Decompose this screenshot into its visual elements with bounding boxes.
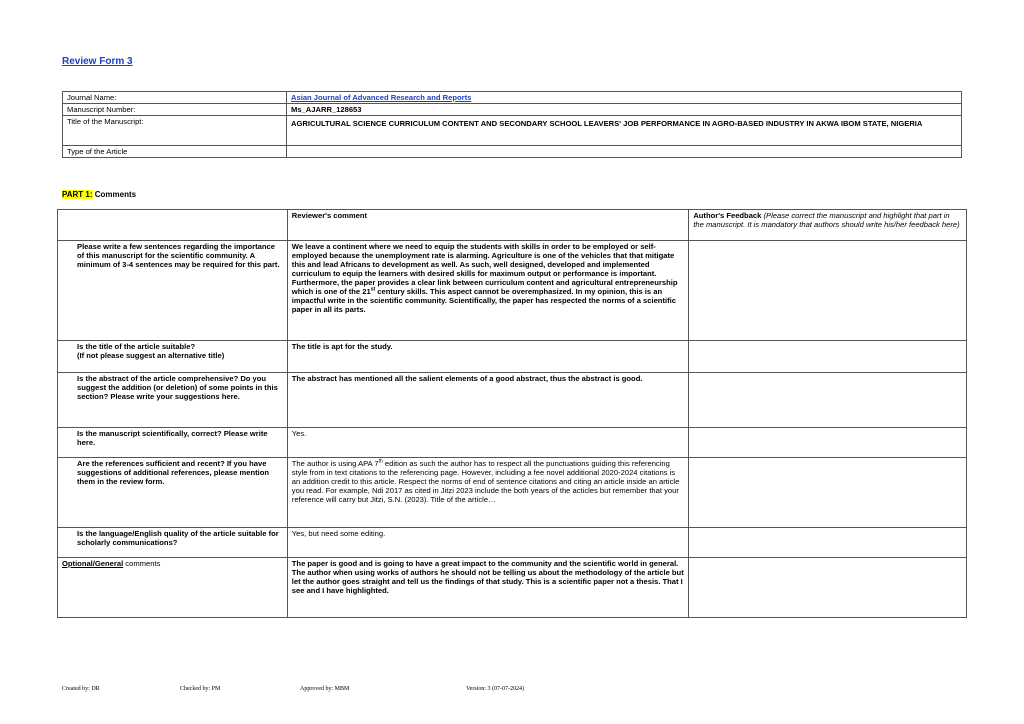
feedback-language[interactable] <box>689 528 967 558</box>
comment-abstract: The abstract has mentioned all the salient elements of a good abstract, thus the abstract is good. <box>287 373 689 428</box>
comment-references <box>287 458 689 528</box>
comment-optional-p1: The paper is good and is going to have a great impact to the community and the scientific world in general. <box>291 559 679 568</box>
question-abstract: Is the abstract of the article comprehensive? Do you suggest the addition (or deletion) of some points in this section? Please write your suggestions here. <box>58 373 288 428</box>
comment-importance-text-cont: century skills. This aspect cannot be overemphasized. In my opinion, this is an impactful write in the scientific community. Scientifically, the paper has respected the norms of a scientific paper in all its parts. <box>291 287 676 314</box>
table-row <box>63 116 962 146</box>
comment-scientific: Yes. <box>287 428 689 458</box>
comment-title: The title is apt for the study. <box>287 341 689 373</box>
superscript-st: st <box>370 286 376 293</box>
question-title <box>58 341 288 373</box>
comment-language: Yes, but need some editing. <box>287 528 689 558</box>
part-label: PART 1: <box>62 190 93 199</box>
table-row <box>58 428 967 458</box>
feedback-scientific[interactable] <box>689 428 967 458</box>
question-optional <box>58 558 288 618</box>
article-type-value <box>287 146 962 158</box>
superscript-th: th <box>378 458 383 465</box>
form-title: Review Form 3 <box>62 56 133 67</box>
comment-optional-p2: The author when using works of authors he should not be telling us about the methodology of the article but let the author goes straight and tell us the findings of that study. This is a scientific paper not a thesis. That I see and I have highlighted. <box>291 568 684 595</box>
journal-name-value <box>287 92 962 104</box>
table-row <box>58 341 967 373</box>
feedback-title[interactable] <box>689 341 967 373</box>
question-title-line1: Is the title of the article suitable? <box>77 342 196 351</box>
feedback-references[interactable] <box>689 458 967 528</box>
question-language: Is the language/English quality of the article suitable for scholarly communications? <box>58 528 288 558</box>
table-row <box>58 528 967 558</box>
journal-name-link[interactable]: Asian Journal of Advanced Research and Reports <box>291 93 472 102</box>
footer-checked: Checked by: PM <box>180 686 221 692</box>
manuscript-title-label: Title of the Manuscript: <box>63 116 287 146</box>
comment-references-text-cont: edition as such the author has to respect all the punctuations guiding this referencing style from in text citations to the referencing page. However, including a fee novel additional 2020-2024 citations is an addition credit to this article. Respect the norms of end of sentence citations and citing an article inside an article you read. For example, Ndi 2017 as cited in Jitzi 2023 include the both years of the acticles but remember that your reference will carry but Jitzi, S.N. (2023). Title of the article… <box>291 459 680 504</box>
footer-approved: Approved by: MBM <box>300 686 350 692</box>
table-row <box>58 241 967 341</box>
author-feedback-title: Author's Feedback <box>693 211 762 220</box>
table-row <box>63 146 962 158</box>
article-type-label: Type of the Article <box>63 146 287 158</box>
comment-importance <box>287 241 689 341</box>
table-header-row <box>58 210 967 241</box>
header-question-cell <box>58 210 288 241</box>
question-importance: Please write a few sentences regarding the importance of this manuscript for the scientific community. A minimum of 3-4 sentences may be required for this part. <box>58 241 288 341</box>
table-row <box>63 92 962 104</box>
manuscript-number-value: Ms_AJARR_128653 <box>287 104 962 116</box>
comment-references-text: The author is using APA 7 <box>291 459 379 468</box>
question-references: Are the references sufficient and recent? If you have suggestions of additional references, please mention them in the review form. <box>58 458 288 528</box>
feedback-abstract[interactable] <box>689 373 967 428</box>
feedback-importance[interactable] <box>689 241 967 341</box>
optional-general-label: Optional/General <box>62 559 124 568</box>
comments-table <box>57 209 967 618</box>
table-row <box>63 104 962 116</box>
optional-comments-label: comments <box>123 559 161 568</box>
footer-version: Version: 3 (07-07-2024) <box>466 686 524 692</box>
footer-created: Created by: DR <box>62 686 100 692</box>
part-title: Comments <box>92 190 137 199</box>
table-row <box>58 458 967 528</box>
table-row <box>58 373 967 428</box>
author-feedback-note: (Please correct the manuscript and highlight that part in the manuscript. It is mandatory that authors should write his/her feedback here) <box>693 211 960 229</box>
manuscript-info-table <box>62 91 962 158</box>
header-reviewer-comment: Reviewer's comment <box>287 210 689 241</box>
part-heading <box>62 190 136 199</box>
table-row <box>58 558 967 618</box>
journal-name-label: Journal Name: <box>63 92 287 104</box>
comment-importance-text: We leave a continent where we need to equip the students with skills in order to be employed or self-employed because the unemployment rate is alarming. Agriculture is one of the vehicles that that mitigate this and lead Africans to development as well. As such, well designed, developed and implemented curriculum to equip the learners with desired skills for maximum output or performance is important. Furthermore, the paper provides a clear link between curriculum content and agricultural entrepreneurship which is one of the 21 <box>291 242 678 296</box>
manuscript-title-value: AGRICULTURAL SCIENCE CURRICULUM CONTENT AND SECONDARY SCHOOL LEAVERS' JOB PERFORMANCE IN AGRO-BASED INDUSTRY IN AKWA IBOM STATE, NIGERIA <box>287 116 962 146</box>
question-title-line2: (If not please suggest an alternative title) <box>77 351 225 360</box>
comment-optional <box>287 558 689 618</box>
question-scientific: Is the manuscript scientifically, correct? Please write here. <box>58 428 288 458</box>
feedback-optional[interactable] <box>689 558 967 618</box>
manuscript-number-label: Manuscript Number: <box>63 104 287 116</box>
header-author-feedback <box>689 210 967 241</box>
